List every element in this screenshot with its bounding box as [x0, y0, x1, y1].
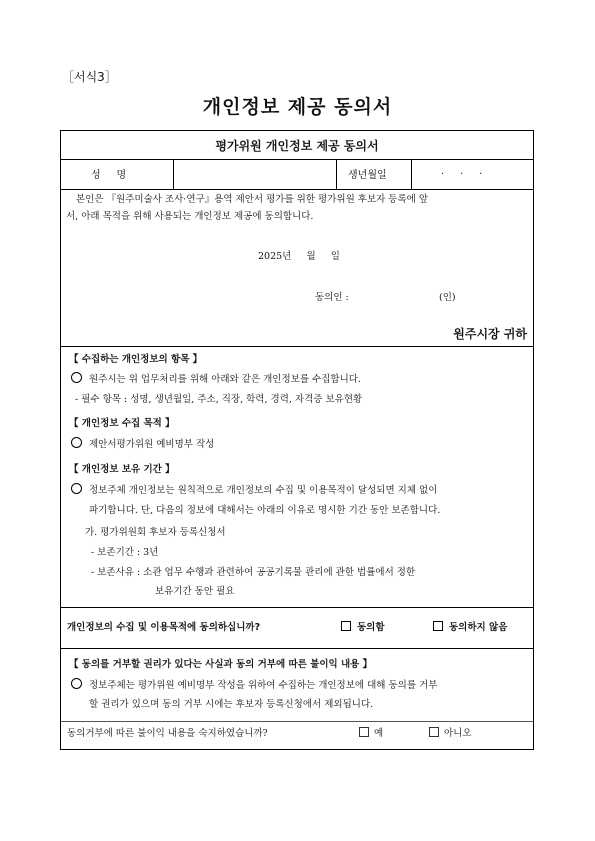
divider	[173, 159, 174, 189]
items-title: 【 수집하는 개인정보의 항목 】	[69, 354, 203, 365]
refusal-line2: 할 권리가 있으며 동의 거부 시에는 후보자 등록신청에서 제외됩니다.	[89, 699, 374, 710]
agree-checkbox[interactable]: 동의함	[341, 619, 385, 637]
yes-checkbox[interactable]: 예	[359, 725, 383, 743]
agree-question: 개인정보의 수집 및 이용목적에 동의하십니까?	[67, 622, 261, 633]
consent-text-line1: 본인은 『원주미술사 조사·연구』용역 제안서 평가를 위한 평가위원 후보자 등록에 앞	[76, 194, 429, 205]
no-checkbox[interactable]: 아니오	[429, 725, 472, 743]
circle-bullet-icon	[71, 437, 82, 448]
divider	[61, 607, 533, 608]
checkbox-icon[interactable]	[341, 621, 351, 631]
divider	[411, 159, 412, 189]
consenter-label: 동의인 :	[315, 292, 349, 303]
refusal-title: 【 동의를 거부할 권리가 있다는 사실과 동의 거부에 따른 불이익 내용 】	[69, 659, 373, 670]
circle-bullet-icon	[71, 483, 82, 494]
checkbox-icon[interactable]	[429, 727, 439, 737]
retention-line1: 정보주체 개인정보는 원칙적으로 개인정보의 수집 및 이용목적이 달성되면 지체 없이	[71, 482, 437, 500]
purpose-text: 제안서평가위원 예비명부 작성	[71, 436, 214, 454]
circle-bullet-icon	[71, 372, 82, 383]
divider	[61, 189, 533, 190]
retention-title: 【 개인정보 보유 기간 】	[69, 464, 175, 475]
items-intro: 원주시는 위 업무처리를 위해 아래와 같은 개인정보를 수집합니다.	[71, 371, 361, 389]
circle-bullet-icon	[71, 678, 82, 689]
name-label: 성 명	[91, 170, 127, 181]
disagree-checkbox[interactable]: 동의하지 않음	[433, 619, 507, 637]
consent-text-line2: 서, 아래 목적을 위해 사용되는 개인정보 제공에 동의합니다.	[66, 211, 314, 222]
form-code: ［서식3］	[62, 70, 117, 84]
date-text: 2025년 월 일	[258, 251, 340, 262]
divider	[336, 159, 337, 189]
refusal-question: 동의거부에 따른 불이익 내용을 숙지하였습니까?	[67, 728, 268, 739]
seal-label: (인)	[439, 292, 456, 303]
divider	[61, 159, 533, 160]
refusal-line1: 정보주체는 평가위원 예비명부 작성을 위하여 수집하는 개인정보에 대해 동의를 거부	[71, 677, 437, 695]
retention-period: - 보존기간 : 3년	[91, 547, 159, 558]
form-frame	[60, 130, 534, 750]
checkbox-icon[interactable]	[359, 727, 369, 737]
form-title: 평가위원 개인정보 제공 동의서	[215, 139, 379, 153]
items-required: - 필수 항목 : 성명, 생년월일, 주소, 직장, 학력, 경력, 자격증 보유현황	[75, 394, 363, 405]
retention-reason1: - 보존사유 : 소관 업무 수행과 관련하여 공공기록물 관리에 관한 법률에서 정한	[91, 567, 416, 578]
divider	[61, 346, 533, 347]
divider	[61, 648, 533, 649]
page-title: 개인정보 제공 동의서	[202, 96, 393, 118]
retention-sub: 가. 평가위원회 후보자 등록신청서	[85, 527, 226, 538]
birth-field[interactable]: . . .	[441, 166, 483, 177]
retention-reason2: 보유기간 동안 필요	[155, 586, 235, 597]
retention-line2: 파기합니다. 단, 다음의 정보에 대해서는 아래의 이유로 명시한 기간 동안 보존합니다.	[89, 505, 441, 516]
recipient: 원주시장 귀하	[453, 327, 527, 341]
divider	[61, 721, 533, 722]
checkbox-icon[interactable]	[433, 621, 443, 631]
birth-label: 생년월일	[348, 170, 387, 181]
purpose-title: 【 개인정보 수집 목적 】	[69, 418, 175, 429]
